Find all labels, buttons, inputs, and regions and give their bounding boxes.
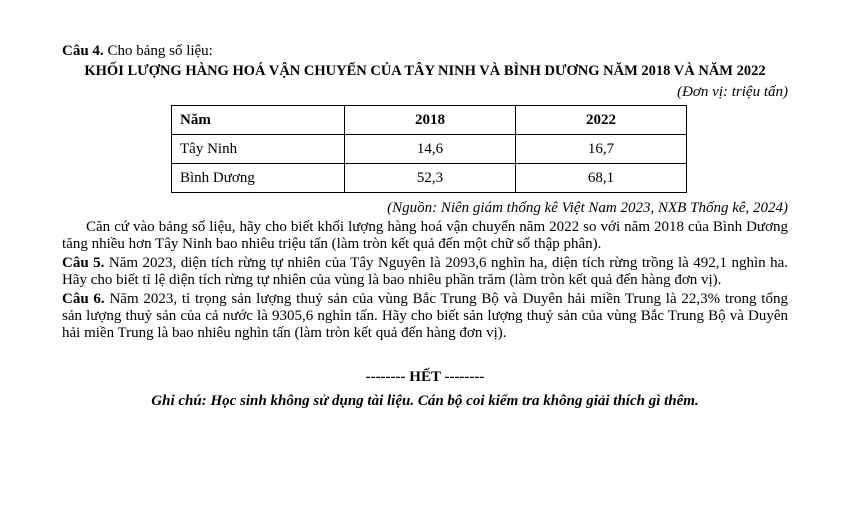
- question-4-intro: Cho bảng số liệu:: [107, 43, 213, 59]
- question-5-text: Năm 2023, diện tích rừng tự nhiên của Tây Nguyên là 2093,6 nghìn ha, diện tích rừng trồng là 492,1 nghìn ha. Hãy cho biết tỉ lệ diện tích rừng tự nhiên của vùng là bao nhiêu phần trăm (làm tròn kết quả đến hàng đơn vị).: [62, 255, 789, 288]
- question-5: [62, 255, 788, 289]
- row-label: Tây Ninh: [172, 135, 345, 164]
- question-6-label: Câu 6.: [62, 291, 105, 307]
- source-note: (Nguồn: Niên giám thống kê Việt Nam 2023, NXB Thống kê, 2024): [387, 200, 788, 216]
- question-6: [62, 291, 788, 342]
- row-label: Bình Dương: [172, 164, 345, 193]
- table-header-row: [172, 106, 687, 135]
- exam-page: [62, 42, 788, 410]
- end-marker: -------- HẾT --------: [365, 369, 485, 385]
- table-cell: 16,7: [516, 135, 687, 164]
- table-title: KHỐI LƯỢNG HÀNG HOÁ VẬN CHUYỂN CỦA TÂY NINH VÀ BÌNH DƯƠNG NĂM 2018 VÀ NĂM 2022: [84, 63, 766, 79]
- footer-note: Ghi chú: Học sinh không sử dụng tài liệu. Cán bộ coi kiểm tra không giải thích gì thêm.: [151, 393, 699, 409]
- table-row: [172, 164, 687, 193]
- question-5-label: Câu 5.: [62, 255, 105, 271]
- question-4-heading: [62, 42, 788, 60]
- table-cell: 14,6: [345, 135, 516, 164]
- table-cell: 68,1: [516, 164, 687, 193]
- table-row: [172, 135, 687, 164]
- data-table: [171, 105, 687, 193]
- unit-label: (Đơn vị: triệu tấn): [677, 84, 788, 100]
- question-6-text: Năm 2023, tỉ trọng sản lượng thuỷ sản của vùng Bắc Trung Bộ và Duyên hải miền Trung là 22,3% trong tổng sản lượng thuỷ sản của cả nước là 9305,6 nghìn tấn. Hãy cho biết sản lượng thuỷ sản của vùng Bắc Trung Bộ và Duyên hải miền Trung là bao nhiêu nghìn tấn (làm tròn kết quả đến hàng đơn vị).: [62, 291, 788, 341]
- header-cell-2022: 2022: [516, 106, 687, 135]
- table-cell: 52,3: [345, 164, 516, 193]
- header-cell-2018: 2018: [345, 106, 516, 135]
- question-4-label: Câu 4.: [62, 43, 104, 59]
- question-4-text: Căn cứ vào bảng số liệu, hãy cho biết khối lượng hàng hoá vận chuyển năm 2022 so với năm 2018 của Bình Dương tăng nhiều hơn Tây Ninh bao nhiêu triệu tấn (làm tròn kết quả đến một chữ số thập phân).: [62, 219, 788, 252]
- header-cell-year: Năm: [172, 106, 345, 135]
